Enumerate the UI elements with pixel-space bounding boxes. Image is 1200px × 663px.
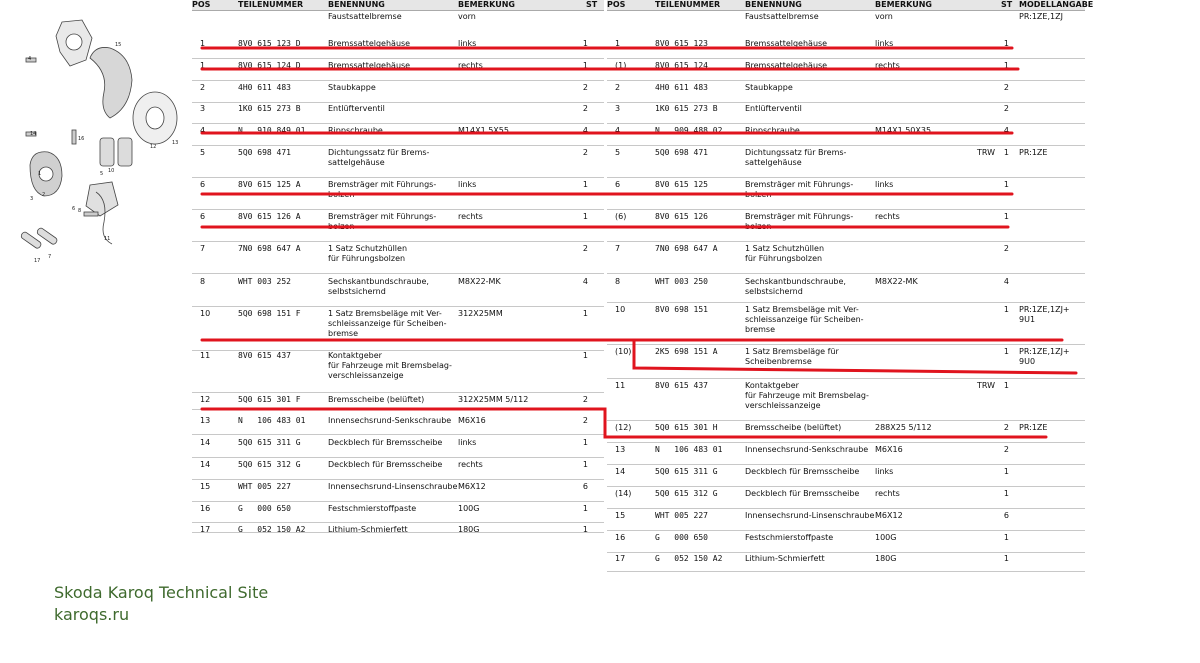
cell-qty: 2 — [1003, 423, 1009, 432]
cell-pos: 4 — [615, 126, 621, 135]
cell-name: Bremsträger mit Führungs- bolzen — [745, 212, 854, 231]
cell-remark: links — [458, 438, 477, 447]
cell-pos: 8 — [200, 277, 206, 286]
cell-qty: 1 — [1003, 305, 1009, 314]
subheader-model: PR:1ZE,1ZJ — [1019, 12, 1063, 21]
cell-remark: 288X25 5/112 — [875, 423, 932, 432]
cell-name: Kontaktgeber für Fahrzeuge mit Bremsbelag- verschleissanzeige — [328, 351, 452, 380]
cell-qty: 1 — [1003, 39, 1009, 48]
diagram-callout: 6 — [72, 206, 76, 212]
cell-pos: 1 — [200, 39, 206, 48]
cell-pos: 7 — [200, 244, 206, 253]
table-row — [607, 123, 1085, 146]
diagram-callout: 5 — [100, 171, 104, 177]
cell-pos: 16 — [200, 504, 211, 513]
table-row — [192, 392, 604, 410]
subheader-remark: vorn — [875, 12, 893, 21]
cell-qty: 2 — [582, 104, 588, 113]
subheader-name: Faustsattelbremse — [328, 12, 402, 21]
cell-qty: 4 — [1003, 126, 1009, 135]
cell-part-number: N 106 483 01 — [655, 445, 723, 454]
cell-qty: 6 — [1003, 511, 1009, 520]
cell-qty: 1 — [582, 460, 588, 469]
table-row — [607, 101, 1085, 124]
cell-qty: 1 — [1003, 381, 1009, 390]
cell-remark: links — [875, 180, 894, 189]
cell-name: Bremsscheibe (belüftet) — [745, 423, 842, 432]
cell-qty: 2 — [582, 244, 588, 253]
diagram-callout: 15 — [115, 42, 122, 48]
cell-remark: links — [458, 39, 477, 48]
cell-pos: 5 — [615, 148, 621, 157]
cell-part-number: G 000 650 — [238, 504, 291, 513]
cell-part-number: 5Q0 698 471 — [238, 148, 291, 157]
cell-pos: 8 — [615, 277, 621, 286]
cell-pos: 2 — [615, 83, 621, 92]
cell-remark: rechts — [875, 61, 900, 70]
diagram-callout: 3 — [30, 196, 34, 202]
cell-qty: 1 — [1003, 61, 1009, 70]
cell-pos: 1 — [200, 61, 206, 70]
diagram-callout: 7 — [48, 254, 52, 260]
header-part-number: TEILENUMMER — [238, 0, 304, 9]
cell-remark: M6X12 — [458, 482, 486, 491]
diagram-callout: 1 — [38, 171, 42, 177]
cell-part-number: N 909 488 02 — [655, 126, 723, 135]
table-row — [192, 457, 604, 480]
table-row — [607, 486, 1085, 509]
cell-part-number: 7N0 698 647 A — [655, 244, 718, 253]
cell-remark: rechts — [458, 61, 483, 70]
cell-qty: 2 — [1003, 104, 1009, 113]
cell-name: 1 Satz Bremsbeläge für Scheibenbremse — [745, 347, 839, 366]
table-row — [607, 177, 1085, 210]
cell-part-number: WHT 003 250 — [655, 277, 708, 286]
cell-part-number: 8V0 698 151 — [655, 305, 708, 314]
cell-part-number: N 910 849 01 — [238, 126, 306, 135]
cell-name: Bremsträger mit Führungs- bolzen — [328, 212, 437, 231]
cell-pos: 6 — [200, 180, 206, 189]
cell-remark: rechts — [458, 212, 483, 221]
cell-name: 1 Satz Schutzhüllen für Führungsbolzen — [328, 244, 408, 263]
cell-name: Bremsträger mit Führungs- bolzen — [745, 180, 854, 199]
cell-part-number: 8V0 615 125 A — [238, 180, 301, 189]
header-qty: ST — [1001, 0, 1013, 9]
table-row — [607, 58, 1085, 81]
table-row — [607, 420, 1085, 443]
cell-qty: 1 — [582, 39, 588, 48]
cell-qty: 1 — [582, 525, 588, 534]
cell-qty: 1 — [582, 504, 588, 513]
cell-qty: 1 — [582, 438, 588, 447]
cell-qty: 2 — [582, 395, 588, 404]
table-row — [607, 551, 1085, 572]
cell-remark: M14X1,5X55 — [458, 126, 509, 135]
table-row — [607, 508, 1085, 531]
cell-pos: 2 — [200, 83, 206, 92]
cell-name: Festschmierstoffpaste — [328, 504, 417, 513]
cell-qty: 1 — [1003, 533, 1009, 542]
cell-part-number: 8V0 615 437 — [655, 381, 708, 390]
cell-pos: 16 — [615, 533, 626, 542]
table-row — [607, 344, 1085, 379]
cell-name: Lithium-Schmierfett — [328, 525, 408, 534]
cell-qty: 2 — [582, 148, 588, 157]
brake-pad — [100, 138, 114, 166]
header-part-number: TEILENUMMER — [655, 0, 721, 9]
cell-remark: links — [875, 39, 894, 48]
diagram-callout: 11 — [104, 236, 111, 242]
table-row — [192, 36, 604, 59]
table-row — [192, 209, 604, 242]
diagram-callout: 13 — [172, 140, 179, 146]
site-watermark — [54, 582, 268, 626]
cell-qty: 2 — [1003, 244, 1009, 253]
cell-qty: 1 — [1003, 347, 1009, 356]
header-model: MODELLANGABE — [1019, 0, 1094, 9]
table-row — [192, 123, 604, 146]
cell-remark: M6X16 — [875, 445, 903, 454]
table-row — [607, 464, 1085, 487]
brake-pad — [118, 138, 132, 166]
cell-name: Dichtungssatz für Brems- sattelgehäuse — [328, 148, 430, 167]
table-row — [192, 101, 604, 124]
cell-name: Deckblech für Bremsscheibe — [745, 467, 860, 476]
header-name: BENENNUNG — [328, 0, 385, 9]
cell-pos: 13 — [200, 416, 211, 425]
cell-part-number: 5Q0 698 151 F — [238, 309, 301, 318]
cell-remark: M8X22-MK — [458, 277, 501, 286]
cell-name: Entlüfterventil — [328, 104, 385, 113]
cell-part-number: 5Q0 615 301 H — [655, 423, 718, 432]
table-row — [607, 80, 1085, 103]
cell-part-number: 2K5 698 151 A — [655, 347, 718, 356]
cell-qty: 1 — [582, 351, 588, 360]
table-row — [607, 302, 1085, 345]
header-qty: ST — [586, 0, 598, 9]
cell-name: Bremsscheibe (belüftet) — [328, 395, 425, 404]
cell-name: Deckblech für Bremsscheibe — [745, 489, 860, 498]
table-row — [607, 274, 1085, 303]
cell-qty: 1 — [1003, 489, 1009, 498]
cell-remark: M14X1,50X35 — [875, 126, 932, 135]
cell-part-number: WHT 003 252 — [238, 277, 291, 286]
cell-name: Bremssattelgehäuse — [328, 61, 411, 70]
cell-remark: 312X25MM — [458, 309, 503, 318]
cell-pos: 10 — [200, 309, 211, 318]
cell-part-number: 8V0 615 123 — [655, 39, 708, 48]
table-row — [607, 378, 1085, 421]
cell-name: Rippschraube — [328, 126, 383, 135]
cell-pos: (14) — [615, 489, 632, 498]
cell-qty: 1 — [1003, 180, 1009, 189]
cell-qty: 2 — [582, 416, 588, 425]
diagram-callout: 12 — [150, 144, 157, 150]
table-header — [607, 0, 1094, 11]
table-row — [192, 501, 604, 523]
diagram-callout: 14 — [30, 131, 37, 137]
cell-part-number: 4H0 611 483 — [238, 83, 291, 92]
cell-qty: 1 — [582, 212, 588, 221]
cell-name: Kontaktgeber für Fahrzeuge mit Bremsbelag- verschleissanzeige — [745, 381, 869, 410]
cell-remark: 100G — [458, 504, 480, 513]
cell-pos: 14 — [200, 460, 211, 469]
table-row — [607, 209, 1085, 242]
cell-pos: 15 — [200, 482, 211, 491]
diagram-callout: 10 — [108, 168, 115, 174]
cell-part-number: 5Q0 615 311 G — [238, 438, 301, 447]
table-row — [192, 241, 604, 274]
cell-part-number: 7N0 698 647 A — [238, 244, 301, 253]
cell-model: PR:1ZE,1ZJ+ 9U0 — [1019, 347, 1070, 366]
brake-exploded-diagram — [0, 0, 190, 275]
header-pos: POS — [607, 0, 626, 9]
cell-name: Staubkappe — [328, 83, 376, 92]
cell-remark: links — [875, 467, 894, 476]
cell-remark: links — [458, 180, 477, 189]
cover-plate — [90, 47, 132, 118]
cell-part-number: N 106 483 01 — [238, 416, 306, 425]
table-row — [607, 442, 1085, 465]
table-row — [192, 413, 604, 435]
cell-name: 1 Satz Schutzhüllen für Führungsbolzen — [745, 244, 825, 263]
watermark-url: karoqs.ru — [54, 605, 130, 624]
cell-qty: 1 — [582, 309, 588, 318]
cell-name: Innensechsrund-Linsenschraube — [328, 482, 458, 491]
cell-remark: rechts — [458, 460, 483, 469]
cell-part-number: G 052 150 A2 — [655, 554, 723, 563]
cell-remark: rechts — [875, 489, 900, 498]
cell-name: Sechskantbundschraube, selbstsichernd — [745, 277, 846, 296]
cell-pos: 7 — [615, 244, 621, 253]
cell-pos: 5 — [200, 148, 206, 157]
cell-name: Rippschraube — [745, 126, 800, 135]
cell-model: PR:1ZE,1ZJ+ 9U1 — [1019, 305, 1070, 324]
cell-part-number: 8V0 615 125 — [655, 180, 708, 189]
cell-qty: 2 — [1003, 445, 1009, 454]
cell-remark: 312X25MM 5/112 — [458, 395, 529, 404]
cell-pos: 11 — [615, 381, 626, 390]
cell-qty: 2 — [1003, 83, 1009, 92]
cell-name: Innensechsrund-Senkschraube — [745, 445, 869, 454]
cell-part-number: 5Q0 615 312 G — [238, 460, 301, 469]
cell-pos: 15 — [615, 511, 626, 520]
cell-qty: 1 — [1003, 467, 1009, 476]
cell-pos: 17 — [615, 554, 626, 563]
cell-part-number: 8V0 615 124 — [655, 61, 708, 70]
parts-table-left — [192, 0, 604, 534]
table-row — [192, 58, 604, 81]
cell-name: Innensechsrund-Linsenschraube — [745, 511, 875, 520]
cell-name: Bremssattelgehäuse — [328, 39, 411, 48]
cell-pos: (10) — [615, 347, 632, 356]
subheader-name: Faustsattelbremse — [745, 12, 819, 21]
cell-pos: 4 — [200, 126, 206, 135]
header-remark: BEMERKUNG — [875, 0, 932, 9]
table-row — [192, 479, 604, 502]
cell-name: Dichtungssatz für Brems- sattelgehäuse — [745, 148, 847, 167]
cell-pos: 14 — [200, 438, 211, 447]
cell-qty: 1 — [582, 61, 588, 70]
header-remark: BEMERKUNG — [458, 0, 515, 9]
table-row — [607, 530, 1085, 553]
table-row — [607, 241, 1085, 274]
cell-remark: rechts — [875, 212, 900, 221]
cell-part-number: 5Q0 615 311 G — [655, 467, 718, 476]
table-row — [192, 274, 604, 307]
cell-part-number: WHT 005 227 — [655, 511, 708, 520]
cell-part-number: 5Q0 615 312 G — [655, 489, 718, 498]
cell-part-number: G 000 650 — [655, 533, 708, 542]
cell-part-number: G 052 150 A2 — [238, 525, 306, 534]
cell-supplier: TRW — [976, 381, 995, 390]
table-row — [607, 36, 1085, 59]
cell-name: Entlüfterventil — [745, 104, 802, 113]
cell-part-number: 1K0 615 273 B — [238, 104, 301, 113]
subheader-remark: vorn — [458, 12, 476, 21]
cell-part-number: 4H0 611 483 — [655, 83, 708, 92]
cell-remark: M6X12 — [875, 511, 903, 520]
diagram-callout: 16 — [78, 136, 85, 142]
cell-name: Bremssattelgehäuse — [745, 39, 828, 48]
table-header — [192, 0, 604, 11]
cell-pos: 6 — [200, 212, 206, 221]
cell-pos: (6) — [615, 212, 627, 221]
cell-pos: 14 — [615, 467, 626, 476]
cell-name: Deckblech für Bremsscheibe — [328, 460, 443, 469]
cell-name: Festschmierstoffpaste — [745, 533, 834, 542]
cell-name: Innensechsrund-Senkschraube — [328, 416, 452, 425]
cell-pos: (12) — [615, 423, 632, 432]
cell-name: Staubkappe — [745, 83, 793, 92]
cell-qty: 1 — [1003, 554, 1009, 563]
table-row — [192, 145, 604, 178]
cell-remark: M6X16 — [458, 416, 486, 425]
cell-part-number: 8V0 615 437 — [238, 351, 291, 360]
cell-part-number: 8V0 615 124 D — [238, 61, 301, 70]
header-name: BENENNUNG — [745, 0, 802, 9]
cell-pos: 6 — [615, 180, 621, 189]
cell-name: Bremssattelgehäuse — [745, 61, 828, 70]
cell-remark: 180G — [875, 554, 897, 563]
table-row — [607, 145, 1085, 178]
cell-name: Sechskantbundschraube, selbstsichernd — [328, 277, 429, 296]
cell-pos: (1) — [615, 61, 627, 70]
cell-pos: 1 — [615, 39, 621, 48]
cell-part-number: 8V0 615 123 D — [238, 39, 301, 48]
cell-qty: 1 — [1003, 148, 1009, 157]
cell-name: 1 Satz Bremsbeläge mit Ver- schleissanzeige für Scheiben- bremse — [745, 305, 864, 334]
parts-table-right — [607, 0, 1094, 563]
cell-part-number: WHT 005 227 — [238, 482, 291, 491]
cell-qty: 1 — [1003, 212, 1009, 221]
diagram-callout: 8 — [78, 208, 82, 214]
table-row — [192, 522, 604, 533]
cell-part-number: 8V0 615 126 — [655, 212, 708, 221]
cell-name: Deckblech für Bremsscheibe — [328, 438, 443, 447]
cell-name: 1 Satz Bremsbeläge mit Ver- schleissanzeige für Scheiben- bremse — [328, 309, 447, 338]
cell-name: Lithium-Schmierfett — [745, 554, 825, 563]
cell-remark: 180G — [458, 525, 480, 534]
cell-qty: 1 — [582, 180, 588, 189]
cell-name: Bremsträger mit Führungs- bolzen — [328, 180, 437, 199]
cell-pos: 10 — [615, 305, 626, 314]
cell-remark: M8X22-MK — [875, 277, 918, 286]
table-row — [192, 177, 604, 210]
diagram-callout: 17 — [34, 258, 41, 264]
cell-pos: 3 — [615, 104, 621, 113]
cell-model: PR:1ZE — [1019, 148, 1048, 157]
cell-part-number: 5Q0 698 471 — [655, 148, 708, 157]
diagram-callout: 2 — [42, 192, 46, 198]
cell-pos: 3 — [200, 104, 206, 113]
cell-qty: 4 — [582, 126, 588, 135]
cell-model: PR:1ZE — [1019, 423, 1048, 432]
cell-pos: 17 — [200, 525, 211, 534]
cell-qty: 2 — [582, 83, 588, 92]
cell-remark: 100G — [875, 533, 897, 542]
table-row — [192, 80, 604, 103]
cell-pos: 13 — [615, 445, 626, 454]
header-pos: POS — [192, 0, 211, 9]
cell-pos: 12 — [200, 395, 211, 404]
cell-qty: 4 — [1003, 277, 1009, 286]
cell-qty: 4 — [582, 277, 588, 286]
table-row — [192, 348, 604, 393]
cell-qty: 6 — [582, 482, 588, 491]
cell-part-number: 8V0 615 126 A — [238, 212, 301, 221]
cell-pos: 11 — [200, 351, 211, 360]
cell-supplier: TRW — [976, 148, 995, 157]
table-row — [192, 435, 604, 458]
watermark-title: Skoda Karoq Technical Site — [54, 583, 269, 602]
cell-part-number: 5Q0 615 301 F — [238, 395, 301, 404]
cell-part-number: 1K0 615 273 B — [655, 104, 718, 113]
table-row — [192, 306, 604, 351]
diagram-callout: 4 — [28, 56, 32, 62]
